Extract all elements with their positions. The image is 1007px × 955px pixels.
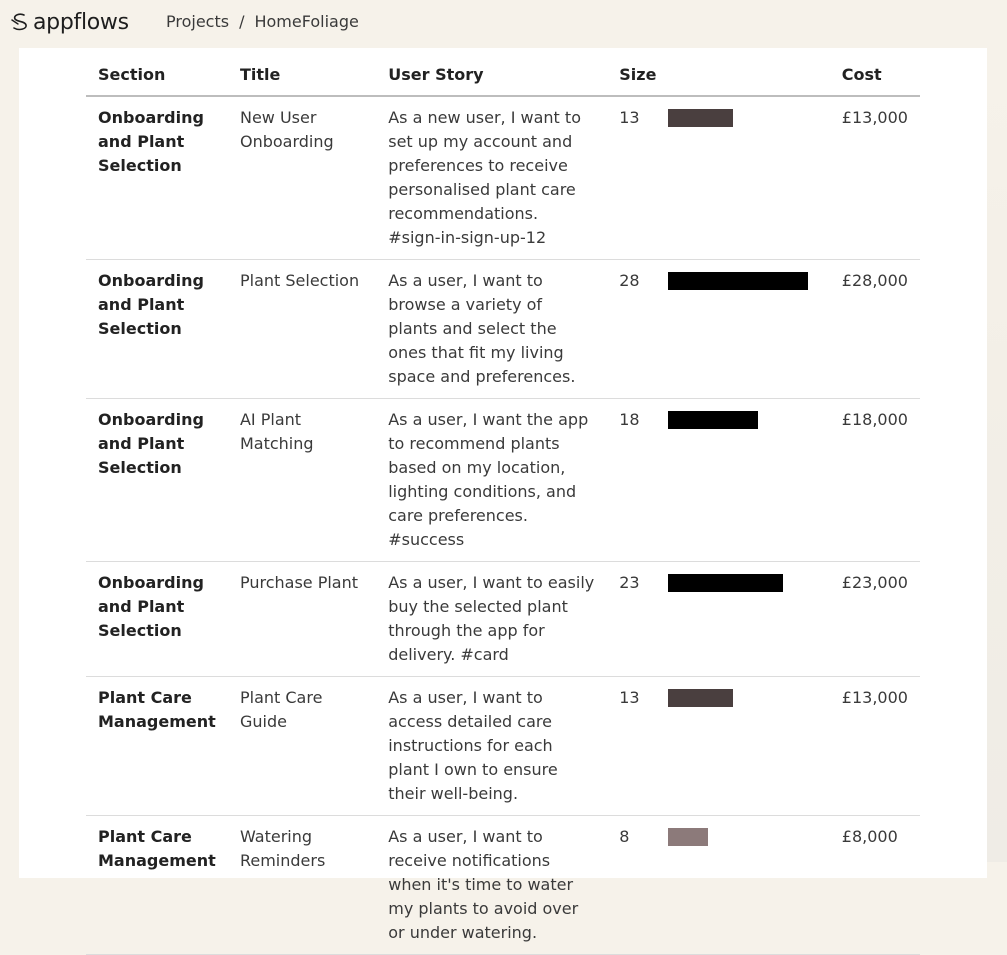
row-size-cell: 28 [607, 260, 668, 399]
table-row[interactable] [86, 562, 920, 677]
row-cost-cell: £18,000 [830, 399, 920, 562]
header-section: Section [86, 56, 228, 96]
breadcrumb-current-project[interactable]: HomeFoliage [254, 12, 359, 31]
row-user-story-cell: As a user, I want to access detailed care instructions for each plant I own to ensure their well-being. [376, 677, 607, 816]
row-section-cell: Plant Care Management [86, 816, 228, 955]
table-header-row [86, 56, 920, 96]
row-size-cell: 18 [607, 399, 668, 562]
row-section-cell: Onboarding and Plant Selection [86, 562, 228, 677]
row-title-cell: Purchase Plant [228, 562, 376, 677]
row-title-cell: AI Plant Matching [228, 399, 376, 562]
row-cost-cell: £13,000 [830, 96, 920, 260]
page-background-edge [987, 48, 1007, 862]
size-bar [668, 109, 733, 127]
row-user-story-cell: As a user, I want to receive notifications when it's time to water my plants to avoid over or under watering. [376, 816, 607, 955]
row-user-story-cell: As a user, I want to easily buy the selected plant through the app for delivery. #card [376, 562, 607, 677]
size-bar [668, 689, 733, 707]
size-bar [668, 828, 708, 846]
breadcrumb-projects-link[interactable]: Projects [166, 12, 230, 31]
appflows-logo[interactable] [9, 9, 129, 35]
size-bar [668, 272, 808, 290]
header-cost: Cost [830, 56, 920, 96]
header-size: Size [607, 56, 668, 96]
row-size-bar-cell [668, 399, 829, 562]
row-user-story-cell: As a user, I want the app to recommend plants based on my location, lighting conditions, and care preferences. #success [376, 399, 607, 562]
row-size-cell: 8 [607, 816, 668, 955]
row-size-bar-cell [668, 816, 829, 955]
header-user-story: User Story [376, 56, 607, 96]
row-section-cell: Onboarding and Plant Selection [86, 260, 228, 399]
table-row[interactable] [86, 399, 920, 562]
row-title-cell: Plant Selection [228, 260, 376, 399]
row-title-cell: Plant Care Guide [228, 677, 376, 816]
size-bar [668, 574, 783, 592]
row-cost-cell: £8,000 [830, 816, 920, 955]
top-bar [0, 0, 1007, 46]
row-cost-cell: £23,000 [830, 562, 920, 677]
row-user-story-cell: As a user, I want to browse a variety of plants and select the ones that fit my living space and preferences. [376, 260, 607, 399]
row-user-story-cell: As a new user, I want to set up my account and preferences to receive personalised plant care recommendations. #sign-in-sign-up-12 [376, 96, 607, 260]
row-size-bar-cell [668, 677, 829, 816]
row-size-cell: 13 [607, 96, 668, 260]
table-row[interactable] [86, 96, 920, 260]
row-size-cell: 13 [607, 677, 668, 816]
breadcrumb-separator: / [239, 12, 245, 31]
header-size-bar [668, 56, 829, 96]
row-size-bar-cell [668, 260, 829, 399]
row-size-bar-cell [668, 562, 829, 677]
row-cost-cell: £28,000 [830, 260, 920, 399]
row-cost-cell: £13,000 [830, 677, 920, 816]
row-title-cell: New User Onboarding [228, 96, 376, 260]
header-title: Title [228, 56, 376, 96]
row-section-cell: Onboarding and Plant Selection [86, 96, 228, 260]
row-title-cell: Watering Reminders [228, 816, 376, 955]
table-row[interactable] [86, 677, 920, 816]
user-stories-table [86, 56, 920, 955]
row-size-cell: 23 [607, 562, 668, 677]
table-row[interactable] [86, 816, 920, 955]
logo-text: appflows [33, 9, 129, 35]
table-row[interactable] [86, 260, 920, 399]
appflows-s-icon [9, 11, 31, 33]
row-section-cell: Onboarding and Plant Selection [86, 399, 228, 562]
breadcrumb [166, 12, 359, 31]
size-bar [668, 411, 758, 429]
row-size-bar-cell [668, 96, 829, 260]
row-section-cell: Plant Care Management [86, 677, 228, 816]
